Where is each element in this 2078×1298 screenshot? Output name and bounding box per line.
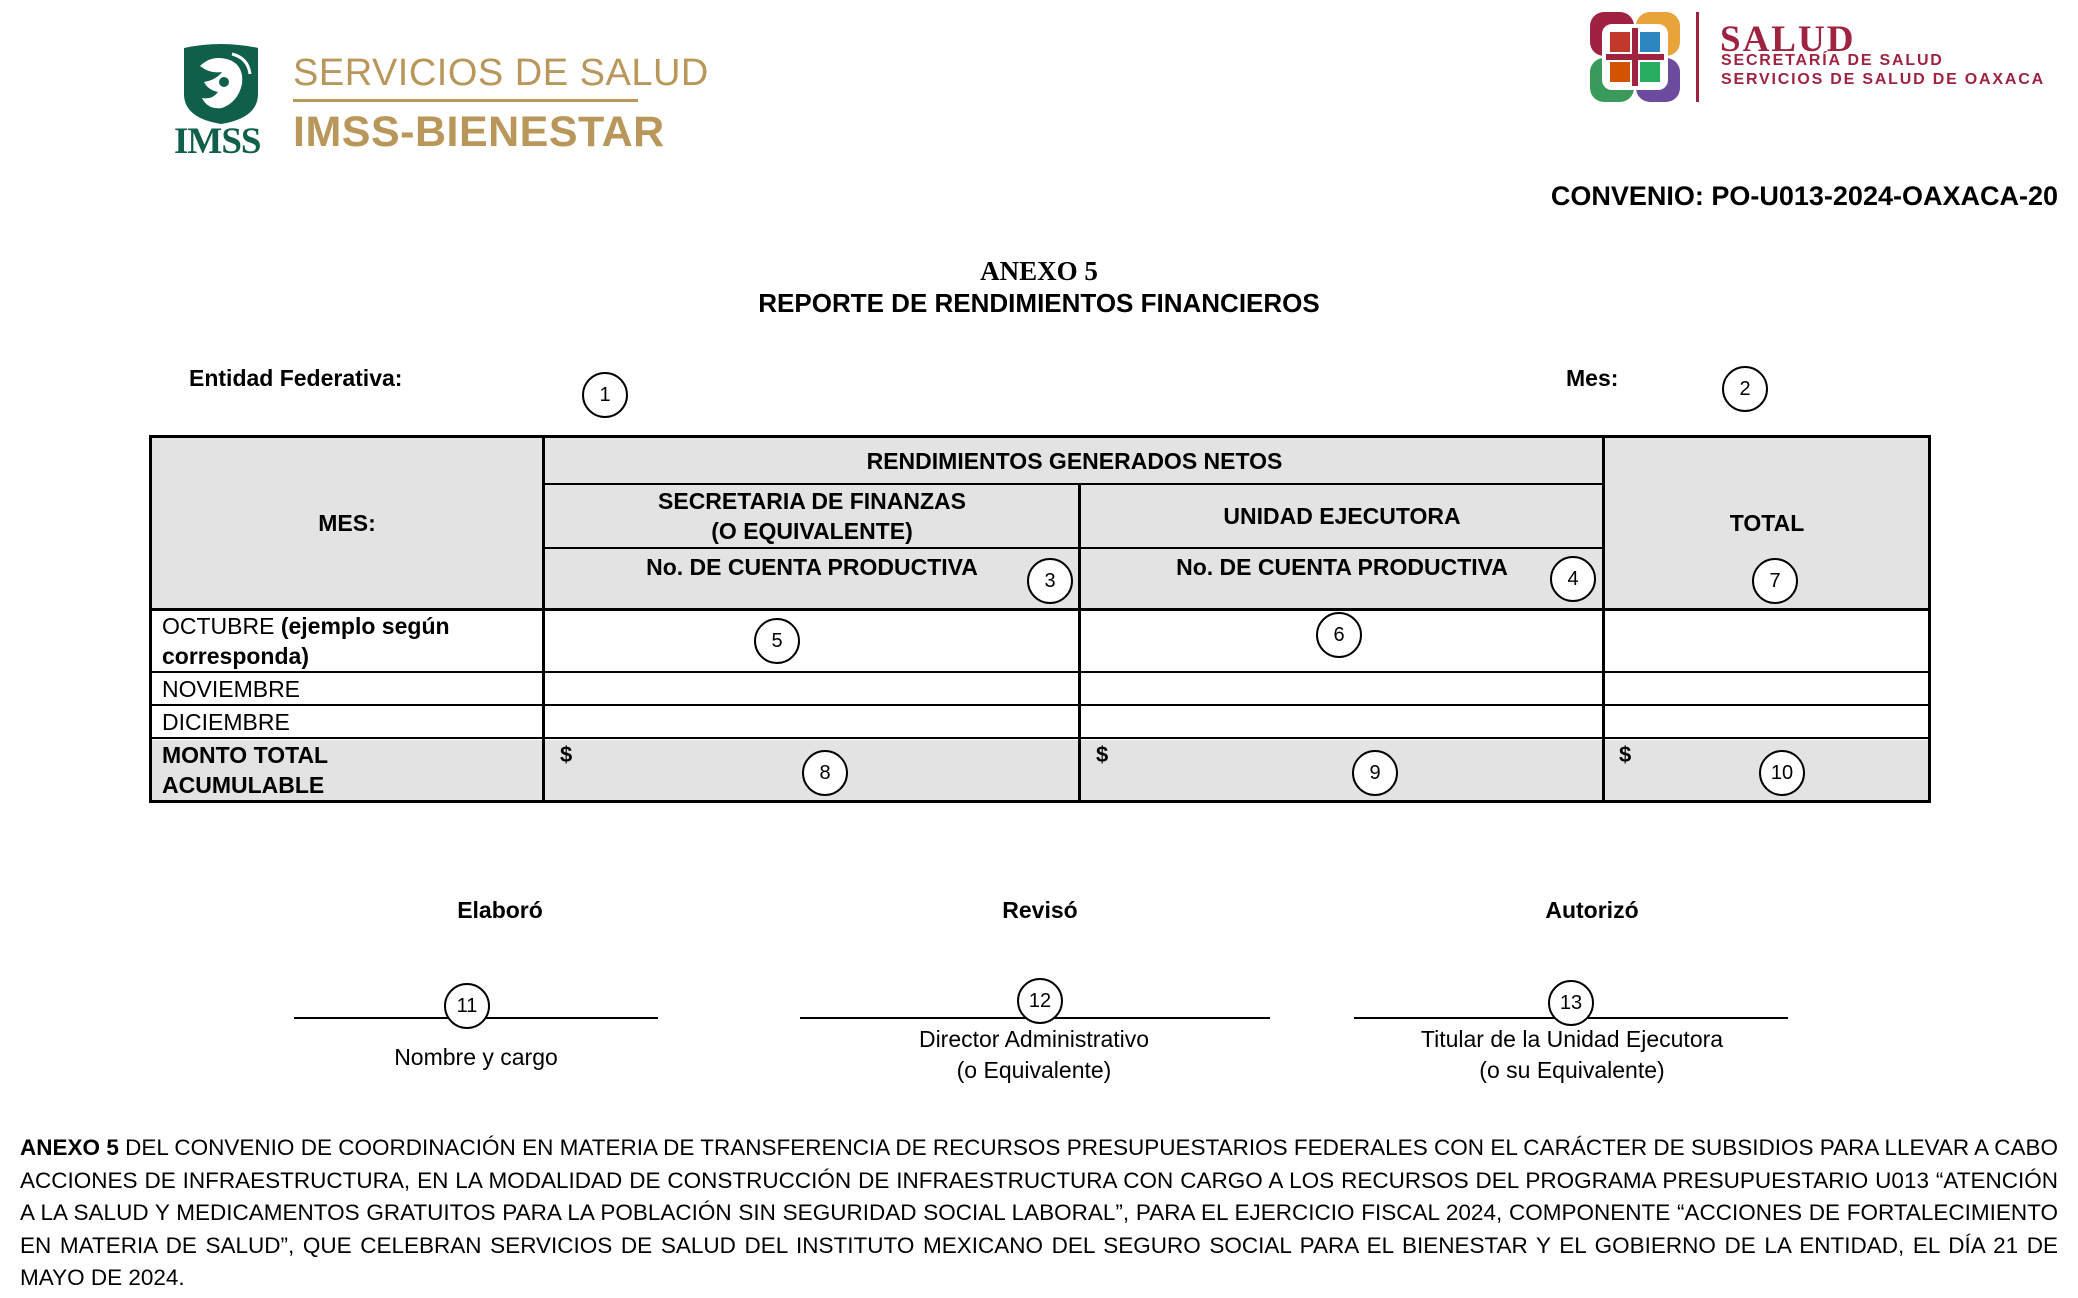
total-label-line2: ACUMULABLE xyxy=(162,772,325,798)
mes-label: Mes: xyxy=(1566,365,1619,391)
reviso-caption-line2: (o Equivalente) xyxy=(956,1057,1112,1083)
row-total-label xyxy=(162,740,328,800)
octubre-note: (ejemplo según xyxy=(280,613,450,639)
elaboro-label: Elaboró xyxy=(457,897,543,923)
row-diciembre-label: DICIEMBRE xyxy=(162,709,290,735)
marker-6: 6 xyxy=(1316,612,1362,658)
currency-symbol-total: $ xyxy=(1619,742,1632,767)
mes-header: MES: xyxy=(318,510,376,536)
total-header: TOTAL xyxy=(1729,510,1805,536)
marker-2: 2 xyxy=(1722,366,1768,412)
convenio-number: CONVENIO: PO-U013-2024-OAXACA-20 xyxy=(1550,181,2058,211)
row-octubre-label xyxy=(162,611,450,671)
cuenta-productiva-label-2: No. DE CUENTA PRODUCTIVA xyxy=(1176,554,1508,580)
table-rule xyxy=(149,737,1931,739)
table-rule xyxy=(543,547,1605,549)
autorizo-label: Autorizó xyxy=(1545,897,1639,923)
table-border-bottom xyxy=(149,800,1931,803)
table-rule xyxy=(543,483,1605,485)
table-rule xyxy=(149,671,1931,673)
marker-1: 1 xyxy=(582,372,628,418)
cuenta-productiva-label-1: No. DE CUENTA PRODUCTIVA xyxy=(646,554,978,580)
marker-7: 7 xyxy=(1752,558,1798,604)
table-border-right xyxy=(1928,435,1931,803)
secretaria-de-salud-text: SECRETARÍA DE SALUD xyxy=(1721,52,1944,69)
autorizo-caption-line1: Titular de la Unidad Ejecutora xyxy=(1420,1026,1724,1052)
table-border-left xyxy=(149,435,152,803)
autorizo-caption xyxy=(1372,1024,1772,1086)
anexo-footer-paragraph xyxy=(20,1132,2058,1295)
anexo-title: ANEXO 5 xyxy=(980,256,1098,286)
autorizo-caption-line2: (o su Equivalente) xyxy=(1479,1057,1665,1083)
imss-acronym: IMSS xyxy=(174,121,261,162)
secretaria-header-line1: SECRETARIA DE FINANZAS xyxy=(658,488,966,514)
table-rule xyxy=(149,608,1931,611)
logo-divider xyxy=(293,99,638,102)
currency-symbol-unidad: $ xyxy=(1096,742,1109,767)
table-col-rule xyxy=(1602,435,1605,803)
total-label-line1: MONTO TOTAL xyxy=(162,742,329,768)
secretaria-header-line2: (O EQUIVALENTE) xyxy=(711,518,913,544)
marker-11: 11 xyxy=(444,983,490,1029)
salud-title: SALUD xyxy=(1720,19,1856,60)
marker-10: 10 xyxy=(1759,750,1805,796)
entidad-federativa-label: Entidad Federativa: xyxy=(189,365,403,391)
table-rule xyxy=(149,704,1931,706)
oaxaca-mosaic-emblem-icon xyxy=(1588,10,1682,104)
reviso-caption xyxy=(834,1024,1234,1086)
total-row-bg xyxy=(151,740,1929,802)
currency-symbol-secretaria: $ xyxy=(560,742,573,767)
table-col-rule xyxy=(542,435,545,803)
reviso-label: Revisó xyxy=(1002,897,1078,923)
marker-3: 3 xyxy=(1027,558,1073,604)
rendimientos-header: RENDIMIENTOS GENERADOS NETOS xyxy=(866,448,1283,474)
marker-9: 9 xyxy=(1352,750,1398,796)
reviso-caption-line1: Director Administrativo xyxy=(918,1026,1150,1052)
octubre-note-2: corresponda) xyxy=(162,643,309,669)
imss-bienestar-text: IMSS-BIENESTAR xyxy=(293,108,665,156)
servicios-salud-oaxaca-text: SERVICIOS DE SALUD DE OAXACA xyxy=(1721,71,2045,88)
marker-5: 5 xyxy=(754,618,800,664)
footer-bold-prefix: ANEXO 5 xyxy=(20,1135,119,1160)
servicios-de-salud-text: SERVICIOS DE SALUD xyxy=(293,52,709,94)
octubre-text: OCTUBRE xyxy=(162,613,281,639)
table-border-top xyxy=(149,435,1931,438)
imss-eagle-emblem-icon xyxy=(178,44,264,126)
table-col-rule xyxy=(1078,483,1081,803)
elaboro-caption: Nombre y cargo xyxy=(394,1044,558,1070)
marker-4: 4 xyxy=(1550,556,1596,602)
secretaria-finanzas-header xyxy=(545,486,1079,546)
marker-13: 13 xyxy=(1548,980,1594,1026)
marker-12: 12 xyxy=(1017,978,1063,1024)
page-title: REPORTE DE RENDIMIENTOS FINANCIEROS xyxy=(758,288,1320,318)
marker-8: 8 xyxy=(802,750,848,796)
unidad-ejecutora-header: UNIDAD EJECUTORA xyxy=(1223,503,1461,529)
salud-logo-divider xyxy=(1696,12,1699,102)
row-noviembre-label: NOVIEMBRE xyxy=(162,676,301,702)
footer-text: DEL CONVENIO DE COORDINACIÓN EN MATERIA DE TRANSFERENCIA DE RECURSOS PRESUPUESTARIOS FEDERALES CON EL CARÁCTER DE SUBSIDIOS PARA LLEVAR A CABO ACCIONES DE INFRAESTRUCTURA, EN LA MODALIDAD DE CONSTRUCCIÓN DE INFRAESTRUCTURA CON CARGO A LOS RECURSOS DEL PROGRAMA PRESUPUESTARIO U013 “ATENCIÓN A LA SALUD Y MEDICAMENTOS GRATUITOS PARA LA POBLACIÓN SIN SEGURIDAD SOCIAL LABORAL”, PARA EL EJERCICIO FISCAL 2024, COMPONENTE “ACCIONES DE FORTALECIMIENTO EN MATERIA DE SALUD”, QUE CELEBRAN SERVICIOS DE SALUD DEL INSTITUTO MEXICANO DEL SEGURO SOCIAL PARA EL BIENESTAR Y EL GOBIERNO DE LA ENTIDAD, EL DÍA 21 DE MAYO DE 2024. xyxy=(20,1135,2058,1290)
